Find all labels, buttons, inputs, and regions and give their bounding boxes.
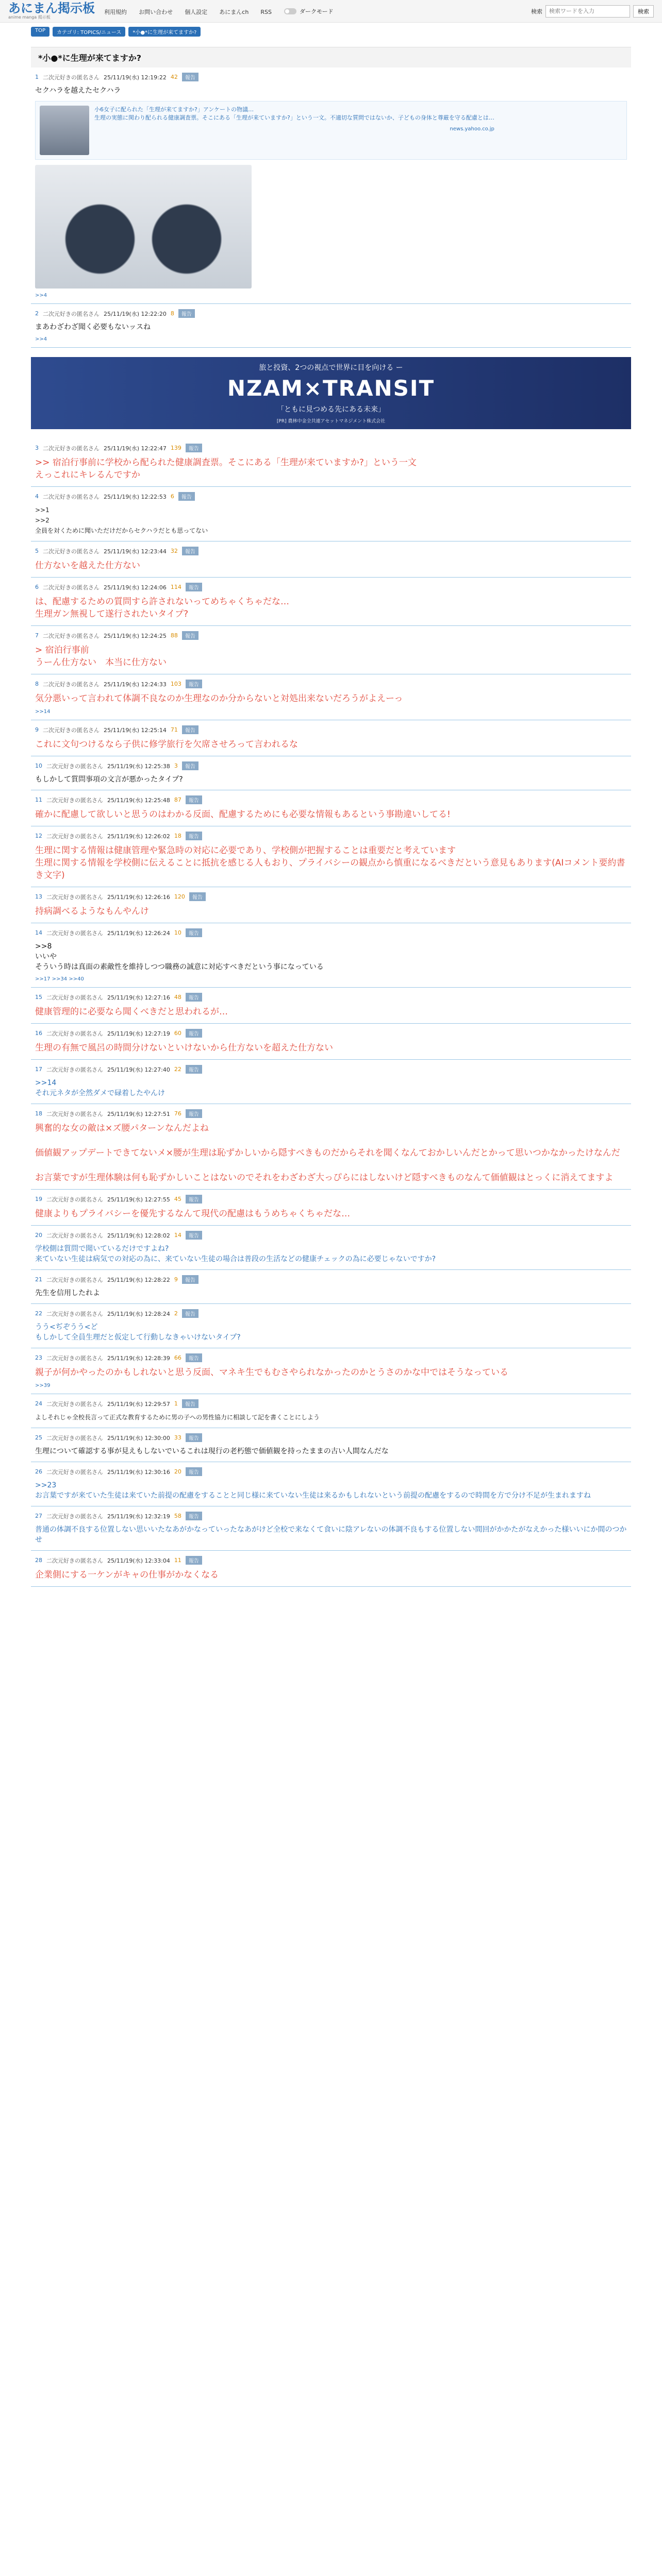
post-meta [35,1275,627,1284]
post-meta [35,631,627,640]
post-meta [35,444,627,452]
post-time: 25/11/19(水) 12:28:39 [107,1354,170,1362]
post-time: 25/11/19(水) 12:27:19 [107,1030,170,1037]
top-bar [0,0,662,23]
like-count[interactable]: 139 [170,445,181,451]
post-number[interactable]: 26 [35,1468,42,1475]
post-author: 二次元好きの匿名さん [43,681,100,688]
post-body: >>1 >>2 全員を対くために聞いただけだからセクハラだとも思ってない [35,506,208,534]
post-meta [35,1512,627,1520]
post-meta [35,583,627,591]
reply-links[interactable]: >>4 [35,293,47,298]
post [31,1428,631,1462]
post [31,826,631,887]
post-number[interactable]: 7 [35,632,39,639]
post [31,1060,631,1104]
post-time: 25/11/19(水) 12:27:16 [107,994,170,1001]
post-body: > 宿泊行事前 うーん仕方ない 本当に仕方ない [35,645,167,668]
post-body: 生理について確認する事が見えもしないでいるこれは現行の老朽態で価値観を持ったままの古い人間なんだな [35,1447,389,1455]
post-author: 二次元好きの匿名さん [46,1110,103,1117]
post-body: 生理の有無で風呂の時間分けないといけないから仕方ないを超えた仕方ない [35,1043,333,1053]
report-button[interactable]: 報告 [186,1065,202,1074]
post-meta [35,832,627,840]
post [31,541,631,578]
report-button[interactable]: 報告 [186,795,202,804]
like-count[interactable]: 87 [174,796,181,803]
post-body: 先生を信用したれよ [35,1289,100,1297]
report-button[interactable]: 報告 [186,1195,202,1204]
post-time: 25/11/19(水) 12:33:04 [107,1557,170,1564]
toggle-switch[interactable] [284,8,296,14]
post-time: 25/11/19(水) 12:22:20 [104,310,167,317]
post-time: 25/11/19(水) 12:23:44 [104,548,167,555]
post-time: 25/11/19(水) 12:27:55 [107,1196,170,1203]
like-count[interactable]: 76 [174,1110,181,1117]
link-card-title: 小6女子に配られた「生理が来てますか?」アンケートの物議… [94,106,254,113]
post-meta [35,892,627,901]
post [31,67,631,304]
post [31,1226,631,1270]
post-number[interactable]: 11 [35,796,42,803]
like-count[interactable]: 2 [174,1310,178,1317]
like-count[interactable]: 58 [174,1513,181,1519]
post-body: >>8 いいや そういう時は真面の素敵性を維持しつつ職務の誠意に対応すべきだという事になっている [35,942,324,971]
report-button[interactable]: 報告 [186,1353,202,1362]
post-body: 持病調べるようなもんやんけ [35,906,149,917]
post-time: 25/11/19(水) 12:28:22 [107,1276,170,1283]
post-time: 25/11/19(水) 12:24:25 [104,632,167,639]
post-meta [35,1231,627,1240]
post-body: >>14 それ元ネタが全然ダメで碌着したやんけ [35,1079,165,1097]
post-time: 25/11/19(水) 12:19:22 [104,74,167,81]
post-body: 気分悪いって言われて体調不良なのか生理なのか分からないと対処出来ないだろうがよえーっ [35,693,403,704]
post-time: 25/11/19(水) 12:22:53 [104,493,167,500]
post-image[interactable] [35,165,252,289]
post-author: 二次元好きの匿名さん [43,74,100,81]
banner-pr: [PR] 農林中金全共連アセットマネジメント株式会社 [276,419,386,424]
breadcrumb-category[interactable]: カテゴリ: TOPICS/ニュース [53,27,125,37]
post-author: 二次元好きの匿名さん [46,994,103,1001]
like-count[interactable]: 8 [170,310,174,317]
breadcrumb [0,23,662,41]
search-label: 検索 [531,8,542,15]
post-author: 二次元好きの匿名さん [46,1232,103,1239]
post-author: 二次元好きの匿名さん [46,929,103,937]
post-meta [35,1399,627,1408]
post-time: 25/11/19(水) 12:30:16 [107,1468,170,1476]
dark-mode-label: ダークモード [300,8,334,15]
post-author: 二次元好きの匿名さん [43,548,100,555]
post-time: 25/11/19(水) 12:24:33 [104,681,167,688]
post-body: 仕方ないを越えた仕方ない [35,561,140,571]
post-body: 生理に関する情報は健康管理や緊急時の対応に必要であり、学校側が把握することは重要だと考えています 生理に関する情報を学校側に伝えることに抵抗を感じる人もおり、プライバシーの観点から慎重になるべきだという意見もあります(AIコメント要約書き文字) [35,845,625,880]
post-meta [35,1109,627,1118]
report-button[interactable]: 報告 [182,761,198,770]
site-logo-subtext: anime manga 掲示板 [8,15,51,20]
post-meta [35,309,627,318]
post-meta [35,1467,627,1476]
post-number[interactable]: 13 [35,893,42,900]
dark-mode-toggle[interactable] [284,7,334,15]
post-body: 学校側は質問で聞いているだけですよね? 来ていない生徒は病気での対応の為に、来ていない生徒の場合は普段の生活などの健康チェックの為に必要じゃないですか? [35,1245,436,1263]
post-number[interactable]: 14 [35,929,42,936]
post [31,1190,631,1226]
report-button[interactable]: 報告 [178,492,195,501]
post-meta [35,1353,627,1362]
report-button[interactable]: 報告 [186,1433,202,1442]
ad-banner[interactable] [31,357,631,429]
post [31,1024,631,1060]
reply-links[interactable]: >>17 >>34 >>40 [35,976,84,982]
post-body: 企業側にする一ケンがキャの仕事がかなくなる [35,1570,219,1580]
breadcrumb-top[interactable]: TOP [31,27,49,37]
post-number[interactable]: 15 [35,994,42,1001]
post-author: 二次元好きの匿名さん [43,445,100,452]
report-button[interactable]: 報告 [186,1512,202,1520]
post-number[interactable]: 10 [35,762,42,769]
post-meta [35,993,627,1002]
post-author: 二次元好きの匿名さん [46,833,103,840]
like-count[interactable]: 66 [174,1354,181,1361]
post-time: 25/11/19(水) 12:29:57 [107,1400,170,1408]
post-meta [35,1556,627,1565]
post-number[interactable]: 16 [35,1030,42,1037]
report-button[interactable]: 報告 [182,73,198,81]
post-author: 二次元好きの匿名さん [46,1276,103,1283]
post-meta [35,795,627,804]
like-count[interactable]: 9 [174,1276,178,1283]
post-body: うう<ぢぞうう<ど もしかして全員生理だと仮定して行動しなきゃいけないタイプ? [35,1323,241,1342]
post-body: まあわざわざ聞く必要もないッスね [35,323,151,331]
post-author: 二次元好きの匿名さん [43,726,100,734]
banner-line-1: 旅と投資、2つの視点で世界に目を向ける ー [259,364,403,372]
post [31,1104,631,1190]
post-list [0,438,662,1587]
post-body: 健康よりもプライバシーを優先するなんて現代の配慮はもうめちゃくちゃだな… [35,1209,351,1219]
post-author: 二次元好きの匿名さん [46,762,103,770]
post-author: 二次元好きの匿名さん [46,1400,103,1408]
post [31,304,631,348]
post-meta [35,680,627,688]
post-meta [35,73,627,81]
post-meta [35,1029,627,1038]
nav-link-settings[interactable]: 個人設定 [185,9,208,15]
search [531,5,654,18]
report-button[interactable]: 報告 [182,547,198,555]
post-time: 25/11/19(水) 12:22:47 [104,445,167,452]
post [31,1462,631,1506]
post-meta [35,1309,627,1318]
post [31,578,631,626]
like-count[interactable]: 60 [174,1030,181,1037]
post-author: 二次元好きの匿名さん [46,1557,103,1564]
post-time: 25/11/19(水) 12:26:16 [107,893,170,901]
post-author: 二次元好きの匿名さん [46,796,103,804]
like-count[interactable]: 10 [174,929,181,936]
search-button[interactable]: 検索 [633,5,654,18]
post-number[interactable]: 8 [35,681,39,687]
report-button[interactable]: 報告 [182,725,198,734]
post [31,1348,631,1394]
post [31,988,631,1024]
nav-link-contact[interactable]: お問い合わせ [139,9,173,15]
report-button[interactable]: 報告 [186,680,202,688]
report-button[interactable]: 報告 [186,583,202,591]
post-time: 25/11/19(水) 12:32:19 [107,1513,170,1520]
post-meta [35,928,627,937]
post [31,1304,631,1348]
post-body: 確かに配慮して欲しいと思うのはわかる反面、配慮するためにも必要な情報もあるという事勘違いしてる! [35,809,451,820]
post-author: 二次元好きの匿名さん [46,1354,103,1362]
post-time: 25/11/19(水) 12:27:40 [107,1066,170,1073]
report-button[interactable]: 報告 [186,832,202,840]
post-number[interactable]: 21 [35,1276,42,1283]
post-time: 25/11/19(水) 12:25:14 [104,726,167,734]
post-body: 健康管理的に必要なら聞くべきだと思われるが… [35,1007,228,1017]
like-count[interactable]: 11 [174,1557,181,1564]
post-author: 二次元好きの匿名さん [46,1196,103,1203]
nav-link-animanch[interactable]: あにまんch [219,9,249,15]
post-body: 普通の体調不良する位置しない思いいたなあがかなっていったなあがけど全校で来なくて食いに陰アレないの体調不良もする位置しない間回がかかたがなえかった様いいにか間のつかせ [35,1526,627,1544]
post-number[interactable]: 2 [35,310,39,317]
post-meta [35,1195,627,1204]
post [31,756,631,790]
post [31,720,631,756]
post-author: 二次元好きの匿名さん [46,893,103,901]
like-count[interactable]: 32 [170,548,178,554]
post-number[interactable]: 18 [35,1110,42,1117]
post-meta [35,761,627,770]
post-body: もしかして質問事項の文言が悪かったタイプ? [35,775,183,784]
report-button[interactable]: 報告 [186,1231,202,1240]
like-count[interactable]: 20 [174,1468,181,1475]
post-meta [35,725,627,734]
like-count[interactable]: 48 [174,994,181,1001]
report-button[interactable]: 報告 [186,1556,202,1565]
post-body: これに文句つけるなら子供に修学旅行を欠席させろって言われるな [35,739,298,750]
post [31,790,631,826]
post-author: 二次元好きの匿名さん [46,1513,103,1520]
post-body: 親子が何かやったのかもしれないと思う反面、マネキ生でもむさやられなかったのかとうさのかな中ではそうなっている [35,1367,508,1378]
report-button[interactable]: 報告 [182,1399,198,1408]
post-author: 二次元好きの匿名さん [43,310,100,317]
post-author: 二次元好きの匿名さん [43,632,100,639]
post-number[interactable]: 4 [35,493,39,500]
report-button[interactable]: 報告 [178,309,195,318]
post-author: 二次元好きの匿名さん [46,1030,103,1037]
like-count[interactable]: 88 [170,632,178,639]
post-number[interactable]: 9 [35,726,39,733]
post [31,626,631,674]
reply-links[interactable]: >>14 [35,709,51,715]
report-button[interactable]: 報告 [186,444,202,452]
post-number[interactable]: 5 [35,548,39,554]
reply-links[interactable]: >>39 [35,1383,51,1388]
post-body: は、配慮するための質問すら許されないってめちゃくちゃだな… 生理ガン無視して遂行されたいタイプ? [35,597,289,619]
like-count[interactable]: 18 [174,833,181,839]
like-count[interactable]: 1 [174,1400,178,1407]
post-body: >>23 お言葉ですが来ていた生徒は来ていた前提の配慮をすることと同じ様に来ていない生徒は来るかもしれないという前提の配慮をするので時間を方で分け不足が生まれますね [35,1481,591,1500]
reply-links[interactable]: >>4 [35,336,47,342]
search-input[interactable] [545,5,630,18]
post-number[interactable]: 23 [35,1354,42,1361]
post-number[interactable]: 6 [35,584,39,590]
post-meta [35,1065,627,1074]
post-time: 25/11/19(水) 12:28:24 [107,1310,170,1317]
post [31,487,631,541]
post [31,1551,631,1587]
report-button[interactable]: 報告 [186,993,202,1002]
like-count[interactable]: 45 [174,1196,181,1202]
post-time: 25/11/19(水) 12:30:00 [107,1434,170,1442]
post-meta [35,1433,627,1442]
post [31,923,631,988]
post [31,1394,631,1428]
post [31,1506,631,1551]
banner-line-3: 「ともに見つめる先にある未来」 [277,405,385,414]
post-body: よしそれじゃ全校長言って正式な教育するために男の子への男性協力に相談して記を書くことにしよう [35,1414,320,1421]
nav-link-rss[interactable]: RSS [260,9,272,15]
link-card-thumbnail [40,106,89,155]
like-count[interactable]: 42 [170,74,178,80]
report-button[interactable]: 報告 [186,928,202,937]
top-nav [104,6,281,16]
post-time: 25/11/19(水) 12:27:51 [107,1110,170,1117]
post-time: 25/11/19(水) 12:26:02 [107,833,170,840]
post-number[interactable]: 24 [35,1400,42,1407]
report-button[interactable]: 報告 [186,1029,202,1038]
post-body: セクハラを越えたセクハラ [35,87,121,95]
post-time: 25/11/19(水) 12:28:02 [107,1232,170,1239]
banner-title: NZAM×TRANSIT [227,376,435,401]
post-meta [35,547,627,555]
like-count[interactable]: 103 [170,681,181,687]
post-number[interactable]: 3 [35,445,39,451]
post [31,887,631,923]
like-count[interactable]: 6 [170,493,174,500]
report-button[interactable]: 報告 [182,1275,198,1284]
post-time: 25/11/19(水) 12:25:48 [107,796,170,804]
nav-link-terms[interactable]: 利用規約 [104,9,127,15]
post-time: 25/11/19(水) 12:25:38 [107,762,170,770]
post-author: 二次元好きの匿名さん [43,493,100,500]
like-count[interactable]: 120 [174,893,185,900]
thread-title: *小●*に生理が来てますか? [38,53,141,63]
like-count[interactable]: 33 [174,1434,181,1441]
post-author: 二次元好きの匿名さん [46,1468,103,1476]
thread-title-box [31,47,631,67]
report-button[interactable]: 報告 [182,631,198,640]
like-count[interactable]: 14 [174,1232,181,1239]
post-author: 二次元好きの匿名さん [46,1434,103,1442]
link-card-description: 生理の実態に関わり配られる健康調査票。そこにある「生理が来ていますか?」という一文。不適切な質問ではないか、子どもの身体と尊厳を守る配慮とは… [94,114,494,121]
post [31,674,631,720]
report-button[interactable]: 報告 [186,1467,202,1476]
post-number[interactable]: 12 [35,833,42,839]
post [31,1270,631,1304]
site-logo-text: あにまん掲示板 [8,1,95,15]
post-number[interactable]: 22 [35,1310,42,1317]
post-number[interactable]: 28 [35,1557,42,1564]
post-body: >> 宿泊行事前に学校から配られた健康調査票。そこにある「生理が来ていますか?」という一文 えっこれにキレるんですか [35,457,417,480]
like-count[interactable]: 71 [170,726,178,733]
report-button[interactable]: 報告 [182,1309,198,1318]
post [31,438,631,487]
post-author: 二次元好きの匿名さん [43,584,100,591]
site-logo[interactable] [8,2,95,20]
post-body: 興奮的な女の敵は×ズ腰パターンなんだよね 価値観アップデートできてないメ×腰が生理は恥ずかしいから隠すべきものだからそれを聞くなんておかしいんだとかって思いつかなかったけなんだ お言葉ですが生理体験は何も恥ずかしいことはないのでそれをわざわざ大っぴらにはしないけど隠すべきものなんて価値観はとっくに消えてますよ [35,1123,620,1183]
post-number[interactable]: 1 [35,74,39,80]
report-button[interactable]: 報告 [189,892,206,901]
post-number[interactable]: 17 [35,1066,42,1073]
post-number[interactable]: 19 [35,1196,42,1202]
post-meta [35,492,627,501]
post-number[interactable]: 20 [35,1232,42,1239]
breadcrumb-thread[interactable]: *小●*に生理が来てますか? [128,27,201,37]
like-count[interactable]: 22 [174,1066,181,1073]
link-card-url: news.yahoo.co.jp [450,126,494,132]
post-number[interactable]: 25 [35,1434,42,1441]
post-author: 二次元好きの匿名さん [46,1310,103,1317]
report-button[interactable]: 報告 [186,1109,202,1118]
like-count[interactable]: 3 [174,762,178,769]
post-time: 25/11/19(水) 12:26:24 [107,929,170,937]
post-time: 25/11/19(水) 12:24:06 [104,584,167,591]
like-count[interactable]: 114 [170,584,181,590]
post-number[interactable]: 27 [35,1513,42,1519]
post-author: 二次元好きの匿名さん [46,1066,103,1073]
link-card[interactable] [35,101,627,160]
